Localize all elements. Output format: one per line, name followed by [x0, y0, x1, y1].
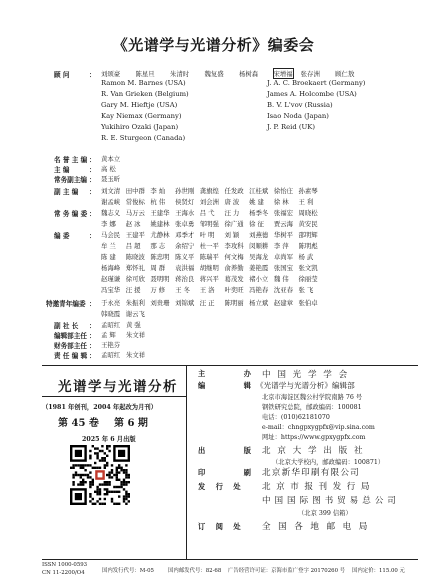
- editor-name: 孟昭红: [101, 351, 121, 359]
- distributor: 北 京 市 报 刊 发 行 局: [262, 482, 371, 492]
- qr-code-graphic: [70, 445, 130, 505]
- editor-name: 黄 强: [126, 321, 141, 329]
- ad-license: 广告经营许可证：京海市监广登字 20170260 号: [228, 568, 346, 574]
- deputy-label: 副 主 编: [54, 188, 79, 196]
- editor-name: 李攻科: [224, 242, 244, 250]
- editor-name: 李 娜: [101, 220, 116, 228]
- colon: ：: [89, 188, 96, 196]
- subscribe-label: 订 阅 处: [198, 522, 245, 531]
- editor-name: 袁洪福: [175, 264, 195, 272]
- office-names: [101, 330, 151, 339]
- printer-label: 印 刷: [198, 468, 269, 477]
- editor-label: 编 辑: [198, 381, 269, 390]
- office-label: 编辑部主任: [54, 332, 87, 340]
- name-row: [101, 309, 323, 320]
- editor-name: 魏志义: [101, 209, 121, 217]
- publisher-note: （北京大学校内，邮政编码：100871）: [272, 459, 385, 466]
- name-row: [101, 230, 323, 241]
- editor-name: 杨季冬: [249, 209, 269, 217]
- advisor-en-name: Kay Niemax (Germany): [101, 111, 182, 120]
- publisher-label: 出 版: [198, 446, 269, 455]
- editor-name: 张文凯: [298, 264, 318, 272]
- distributor-2: 中 国 国 际 图 书 贸 易 总 公 司: [262, 496, 397, 506]
- editor-name: 陈瑞平: [199, 253, 219, 261]
- advisor-en-name: Ramon M. Barnes (USA): [101, 79, 186, 87]
- finance-name: 王艳芬: [101, 341, 121, 349]
- vice-director-label: 副 社 长: [54, 322, 79, 330]
- divider-bottom: [42, 559, 418, 560]
- colon: ：: [89, 210, 96, 218]
- editor-name: 冯艳春: [249, 286, 269, 294]
- editor-name: 周晓松: [298, 209, 318, 217]
- editor-name: 张卓勇: [175, 220, 195, 228]
- editor-name: 邹明强: [199, 220, 219, 228]
- advisor-cn-name: 陈星旦: [135, 70, 155, 78]
- youth-label: 特邀青年编委: [46, 300, 86, 308]
- editor-name: 陈明丽: [224, 299, 244, 307]
- distributor-2-note: （北京 399 信箱）: [298, 510, 352, 517]
- editor-name: 邓季才: [175, 231, 195, 239]
- printer: 北京新华印刷有限公司: [262, 468, 360, 478]
- advisors-en-right: [267, 78, 365, 133]
- editor-name: 黄安民: [298, 220, 318, 228]
- member-rows: [101, 230, 323, 296]
- journal-name: 光谱学与光谱分析: [58, 379, 178, 395]
- editor-name: 孟昭红: [101, 321, 121, 329]
- advisors-cn-names: [101, 69, 370, 78]
- editor-name: 聂明明: [150, 275, 170, 283]
- exec-rows: [101, 208, 323, 230]
- publisher: 北 京 大 学 出 版 社: [262, 446, 365, 456]
- distributor-label: 发 行 处: [198, 482, 245, 491]
- editor-name: 李 灿: [150, 187, 166, 195]
- editor-name: 江桂斌: [249, 187, 269, 195]
- editor-name: 赵瑾谦: [101, 275, 121, 283]
- deputy-rows: [101, 186, 323, 208]
- divider-top: [42, 365, 418, 366]
- editor-name: 郑怀礼: [125, 264, 145, 272]
- editor-name: 徐 征: [249, 220, 264, 228]
- address-line: 钢铁研究总院，邮政编码：100081: [262, 404, 362, 411]
- advisor-cn-name: 刘颂豪: [101, 70, 121, 78]
- editor-name: 刘会洲: [199, 198, 219, 206]
- editor-name: 万 修: [150, 286, 166, 294]
- honorary-editor: 黄本立: [101, 155, 121, 163]
- editor-name: 陈 建: [101, 253, 116, 261]
- address-line: 北京市海淀区魏公村学院南路 76 号: [262, 394, 363, 401]
- advisor-cn-name: 杨树森: [239, 70, 259, 78]
- members-label: 编 委: [54, 232, 70, 240]
- editor-name: 杨立斌: [249, 299, 269, 307]
- editor-name: 陈忠明: [150, 253, 170, 261]
- editor-name: 朱振利: [125, 299, 145, 307]
- editor-name: 王 利: [298, 198, 314, 206]
- editor-name: 那 志: [150, 242, 166, 250]
- editor-name: 华树平: [273, 231, 293, 239]
- advisor-cn-name: 魏复盛: [204, 70, 224, 78]
- editor-name: 卓尚军: [273, 253, 293, 261]
- editor-name: 叶奕旺: [224, 286, 244, 294]
- editor-name: 侯贤灯: [175, 198, 195, 206]
- advisor-cn-name: 张存洲: [300, 70, 320, 78]
- editor-name: 何文梅: [224, 253, 244, 261]
- editor-name: 王海水: [175, 209, 195, 217]
- editor-name: 汪 力: [224, 209, 240, 217]
- name-row: [101, 285, 323, 296]
- address-line: 网址：https://www.gpxygpfx.com: [262, 434, 366, 441]
- editor-name: 蒋治良: [175, 275, 195, 283]
- name-row: [101, 298, 323, 309]
- exec-chief-label: 常务副主编: [54, 176, 87, 184]
- colon: ：: [89, 342, 96, 350]
- advisor-en-name: James A. Holcombe (USA): [267, 89, 357, 98]
- advisor-en-name: J. P. Reid (UK): [267, 122, 315, 131]
- sponsor-label: 主 办: [198, 369, 269, 378]
- editor-name: 吕 超: [125, 242, 141, 250]
- name-row: [101, 263, 323, 274]
- honorary-label: 名 誉 主 编: [54, 156, 88, 164]
- editor-name: 龚旗煌: [199, 187, 219, 195]
- editor-name: 刘燕德: [249, 231, 269, 239]
- editor-name: 朱文祥: [126, 351, 146, 359]
- name-row: [101, 208, 323, 219]
- chief-label: 主 编: [54, 166, 70, 174]
- editor-name: 王建华: [150, 209, 170, 217]
- editor-name: 赵 冰: [125, 220, 141, 228]
- editor-name: 张伯卓: [298, 299, 318, 307]
- colon: ：: [89, 156, 96, 164]
- founded-note: （1981 年创刊，2004 年起改为月刊）: [42, 404, 157, 411]
- advisor-en-name: J. A. C. Broekaert (Germany): [267, 79, 366, 87]
- cn-number: CN 11-2200/O4: [42, 570, 85, 576]
- chief-editor: 高 松: [101, 165, 116, 173]
- editor-name: 吴海龙: [249, 253, 269, 261]
- name-row: [101, 241, 323, 252]
- editor-name: 胡继明: [199, 264, 219, 272]
- colon: ：: [89, 166, 96, 174]
- editor-name: 马万云: [125, 209, 145, 217]
- editor-name: 俞养勤: [224, 264, 244, 272]
- editor-dept: 《光谱学与光谱分析》编辑部: [256, 381, 355, 390]
- editor-name: 姚建林: [150, 220, 170, 228]
- name-row: [101, 252, 323, 263]
- editor-name: 姜艳霞: [249, 264, 269, 272]
- editor-name: 牟 兰: [101, 242, 116, 250]
- colon: ：: [89, 332, 96, 340]
- vice-director-names: [101, 320, 151, 329]
- editor-name: 王 冬: [175, 286, 190, 294]
- editor-name: 徐怡庄: [273, 187, 293, 195]
- editor-name: 陈义平: [175, 253, 195, 261]
- responsible-label: 责 任 编 辑: [54, 352, 88, 360]
- advisor-en-name: R. Van Grieken (Belgium): [101, 89, 189, 98]
- editor-name: 叶 明: [199, 231, 215, 239]
- editor-name: 张福宏: [273, 209, 293, 217]
- editor-name: 余绍宁: [175, 242, 195, 250]
- editor-name: 徐丽莹: [298, 275, 318, 283]
- advisors-colon: ：: [89, 71, 96, 79]
- editor-name: 马会民: [101, 231, 121, 239]
- name-row: [101, 197, 323, 208]
- exec-chief-editor: 聂玉昕: [101, 175, 121, 183]
- editor-name: 葛茂发: [224, 275, 244, 283]
- editor-name: 谢孟峡: [101, 198, 121, 206]
- editor-name: 于永亮: [101, 299, 121, 307]
- exec-label: 常 务 编 委: [54, 210, 88, 218]
- editor-name: 孙素琴: [298, 187, 318, 195]
- foreign-code: 国内邮发代号：82-68: [168, 568, 222, 574]
- editor-name: 褚小立: [249, 275, 269, 283]
- name-row: [101, 219, 323, 230]
- publish-date: 2025 年 6 月出版: [82, 436, 136, 443]
- address-block: [262, 393, 375, 443]
- advisors-label: 顾 问: [54, 71, 70, 79]
- advisor-en-name: Gary M. Hieftje (USA): [101, 100, 178, 109]
- subscribe: 全 国 各 地 邮 电 局: [262, 522, 370, 532]
- editor-name: 张 飞: [298, 286, 314, 294]
- editor-name: 杭 伟: [150, 198, 166, 206]
- advisor-en-name: Isao Noda (Japan): [267, 111, 329, 120]
- editor-name: 吕 弋: [199, 209, 215, 217]
- editor-name: 田中群: [125, 187, 145, 195]
- editor-name: 徐 林: [273, 198, 289, 206]
- sponsor: 中 国 光 学 学 会: [262, 370, 350, 380]
- editor-name: 汪 援: [125, 286, 141, 294]
- editor-name: 徐可欣: [125, 275, 145, 283]
- colon: ：: [89, 322, 96, 330]
- editor-name: 孙世刚: [175, 187, 195, 195]
- responsible-names: [101, 350, 151, 359]
- qr-code: [70, 445, 130, 505]
- advisor-en-name: R. E. Sturgeon (Canada): [101, 133, 186, 142]
- advisors-en-left: [101, 78, 189, 143]
- editor-name: 汪 正: [199, 299, 215, 307]
- price: 国内定价：115.00 元: [352, 568, 405, 574]
- issn: ISSN 1000-0593: [42, 562, 88, 568]
- editor-name: 刘锦斌: [175, 299, 195, 307]
- address-line: 电话：(010)62181070: [262, 414, 330, 421]
- colon: ：: [89, 300, 96, 308]
- editor-name: 杨 武: [298, 253, 314, 261]
- volume: 第 45 卷: [58, 418, 99, 429]
- editor-name: 蒋兴平: [199, 275, 219, 283]
- divider-journal: [42, 396, 186, 397]
- editor-name: 沈亚春: [273, 286, 293, 294]
- editor-name: 杨海峰: [101, 264, 121, 272]
- name-row: [101, 186, 323, 197]
- page-title: 《光谱学与光谱分析》编委会: [112, 36, 315, 54]
- colon: ：: [89, 232, 96, 240]
- editor-name: 常俊标: [125, 198, 145, 206]
- domestic-code: 国内发行代号：M-05: [102, 568, 154, 574]
- advisor-en-name: Yukihiro Ozaki (Japan): [101, 122, 179, 131]
- editor-name: 王建平: [125, 231, 145, 239]
- editor-name: 闵顺耕: [249, 242, 269, 250]
- colon: ：: [89, 352, 96, 360]
- advisor-en-name: B. V. L'vov (Russia): [267, 100, 333, 109]
- editor-name: 张国宝: [273, 264, 293, 272]
- editor-name: 朱文祥: [126, 331, 146, 339]
- editor-name: 陈晓波: [125, 253, 145, 261]
- editor-name: 谢云飞: [125, 310, 145, 318]
- editor-name: 唐 波: [224, 198, 240, 206]
- editor-name: 魏 伟: [273, 275, 289, 283]
- editor-name: 周 群: [150, 264, 166, 272]
- editor-name: 贾云海: [273, 220, 293, 228]
- editor-name: 韩晓霞: [101, 310, 121, 318]
- editor-name: 冯宝华: [101, 286, 121, 294]
- editor-name: 任发政: [224, 187, 244, 195]
- editor-name: 徐广通: [224, 220, 244, 228]
- editor-name: 王 洛: [199, 286, 215, 294]
- youth-rows: [101, 298, 323, 320]
- editor-name: 刘贵珊: [150, 299, 170, 307]
- divider-vertical: [186, 365, 187, 559]
- editor-name: 杜一平: [199, 242, 219, 250]
- editor-name: 陈明彪: [298, 242, 318, 250]
- advisor-cn-name: 朱清时: [170, 70, 190, 78]
- editor-name: 邵明辉: [298, 231, 318, 239]
- editor-name: 尤静林: [150, 231, 170, 239]
- issue: 第 6 期: [114, 418, 148, 429]
- editor-name: 李 萍: [273, 242, 289, 250]
- editor-name: 孟 辉: [101, 331, 116, 339]
- finance-label: 财务部主任: [54, 342, 87, 350]
- advisor-cn-name: 宋增福: [273, 70, 293, 78]
- colon: ：: [89, 176, 96, 184]
- editor-name: 刘 颖: [224, 231, 240, 239]
- address-line: e-mail：chngpxygpfx@vip.sina.com: [262, 424, 375, 431]
- advisor-cn-name: 顾仁敖: [335, 70, 355, 78]
- editor-name: 刘文清: [101, 187, 121, 195]
- editor-name: 姚 建: [249, 198, 264, 206]
- editor-name: 赵建章: [273, 299, 293, 307]
- name-row: [101, 274, 323, 285]
